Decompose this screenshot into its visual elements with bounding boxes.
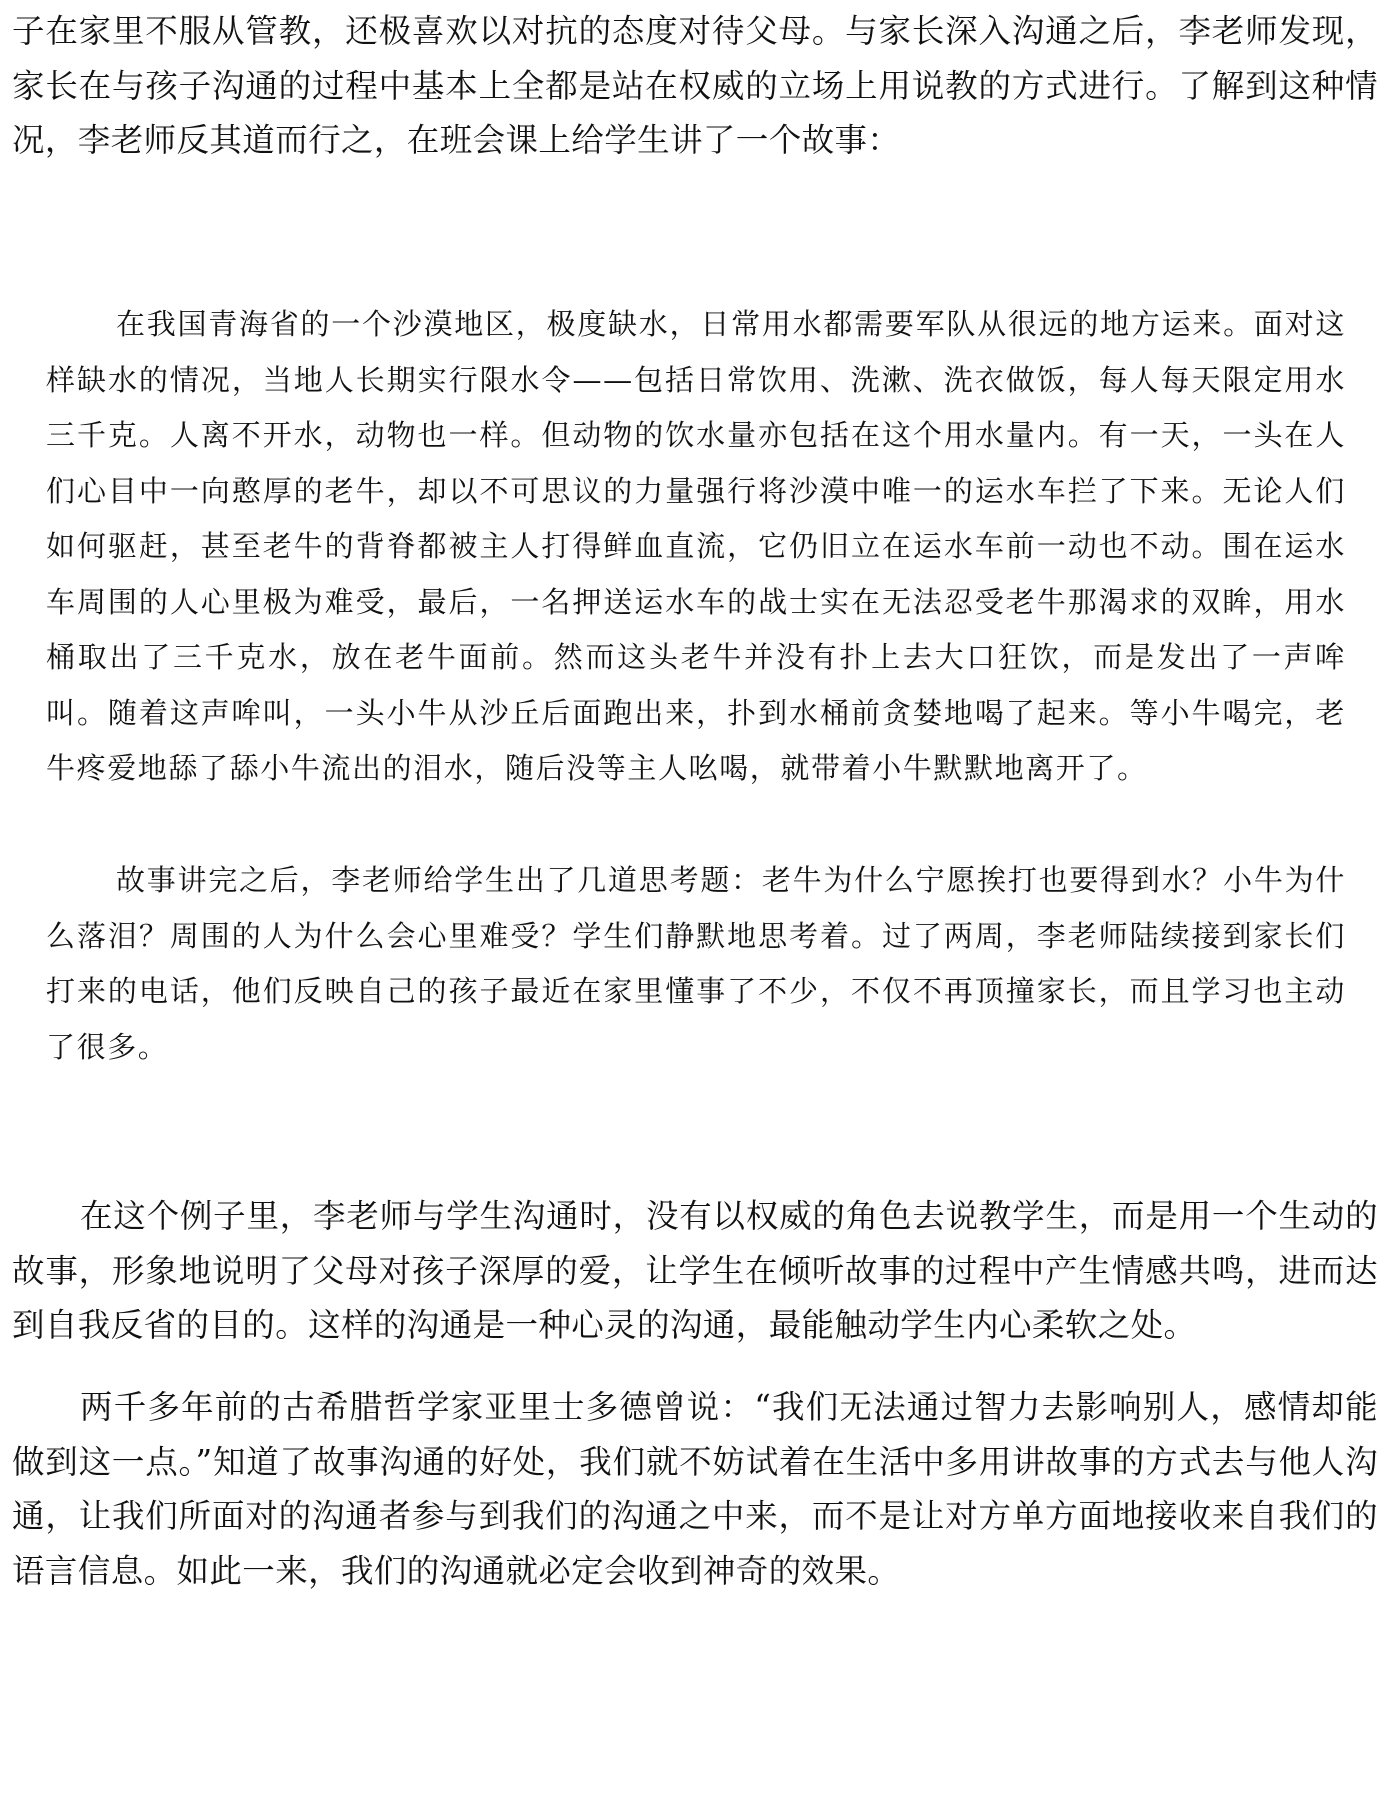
quote-paragraph: 两千多年前的古希腊哲学家亚里士多德曾说：“我们无法通过智力去影响别人，感情却能做到这一点。”知道了故事沟通的好处，我们就不妨试着在生活中多用讲故事的方式去与他人沟通，让我们所面对的沟通者参与到我们的沟通之中来，而不是让对方单方面地接收来自我们的语言信息。如此一来，我们的沟通就必定会收到神奇的效果。 [12, 1388, 1378, 1590]
intro-paragraph: 子在家里不服从管教，还极喜欢以对抗的态度对待父母。与家长深入沟通之后，李老师发现，家长在与孩子沟通的过程中基本上全都是站在权威的立场上用说教的方式进行。了解到这种情况，李老师反其道而行之，在班会课上给学生讲了一个故事： [12, 12, 1378, 159]
analysis-paragraph: 在这个例子里，李老师与学生沟通时，没有以权威的角色去说教学生，而是用一个生动的故事，形象地说明了父母对孩子深厚的爱，让学生在倾听故事的过程中产生情感共鸣，进而达到自我反省的目的。这样的沟通是一种心灵的沟通，最能触动学生内心柔软之处。 [12, 1197, 1378, 1344]
story-paragraph-1: 在我国青海省的一个沙漠地区，极度缺水，日常用水都需要军队从很远的地方运来。面对这样缺水的情况，当地人长期实行限水令——包括日常饮用、洗漱、洗衣做饭，每人每天限定用水三千克。人离不开水，动物也一样。但动物的饮水量亦包括在这个用水量内。有一天，一头在人们心目中一向憨厚的老牛，却以不可思议的力量强行将沙漠中唯一的运水车拦了下来。无论人们如何驱赶，甚至老牛的背脊都被主人打得鲜血直流，它仍旧立在运水车前一动也不动。围在运水车周围的人心里极为难受，最后，一名押送运水车的战士实在无法忍受老牛那渴求的双眸，用水桶取出了三千克水，放在老牛面前。然而这头老牛并没有扑上去大口狂饮，而是发出了一声哞叫。随着这声哞叫，一头小牛从沙丘后面跑出来，扑到水桶前贪婪地喝了起来。等小牛喝完，老牛疼爱地舔了舔小牛流出的泪水，随后没等主人吆喝，就带着小牛默默地离开了。 [46, 307, 1346, 785]
story-paragraph-2: 故事讲完之后，李老师给学生出了几道思考题：老牛为什么宁愿挨打也要得到水？小牛为什么落泪？周围的人为什么会心里难受？学生们静默地思考着。过了两周，李老师陆续接到家长们打来的电话，他们反映自己的孩子最近在家里懂事了不少，不仅不再顶撞家长，而且学习也主动了很多。 [46, 863, 1346, 1064]
